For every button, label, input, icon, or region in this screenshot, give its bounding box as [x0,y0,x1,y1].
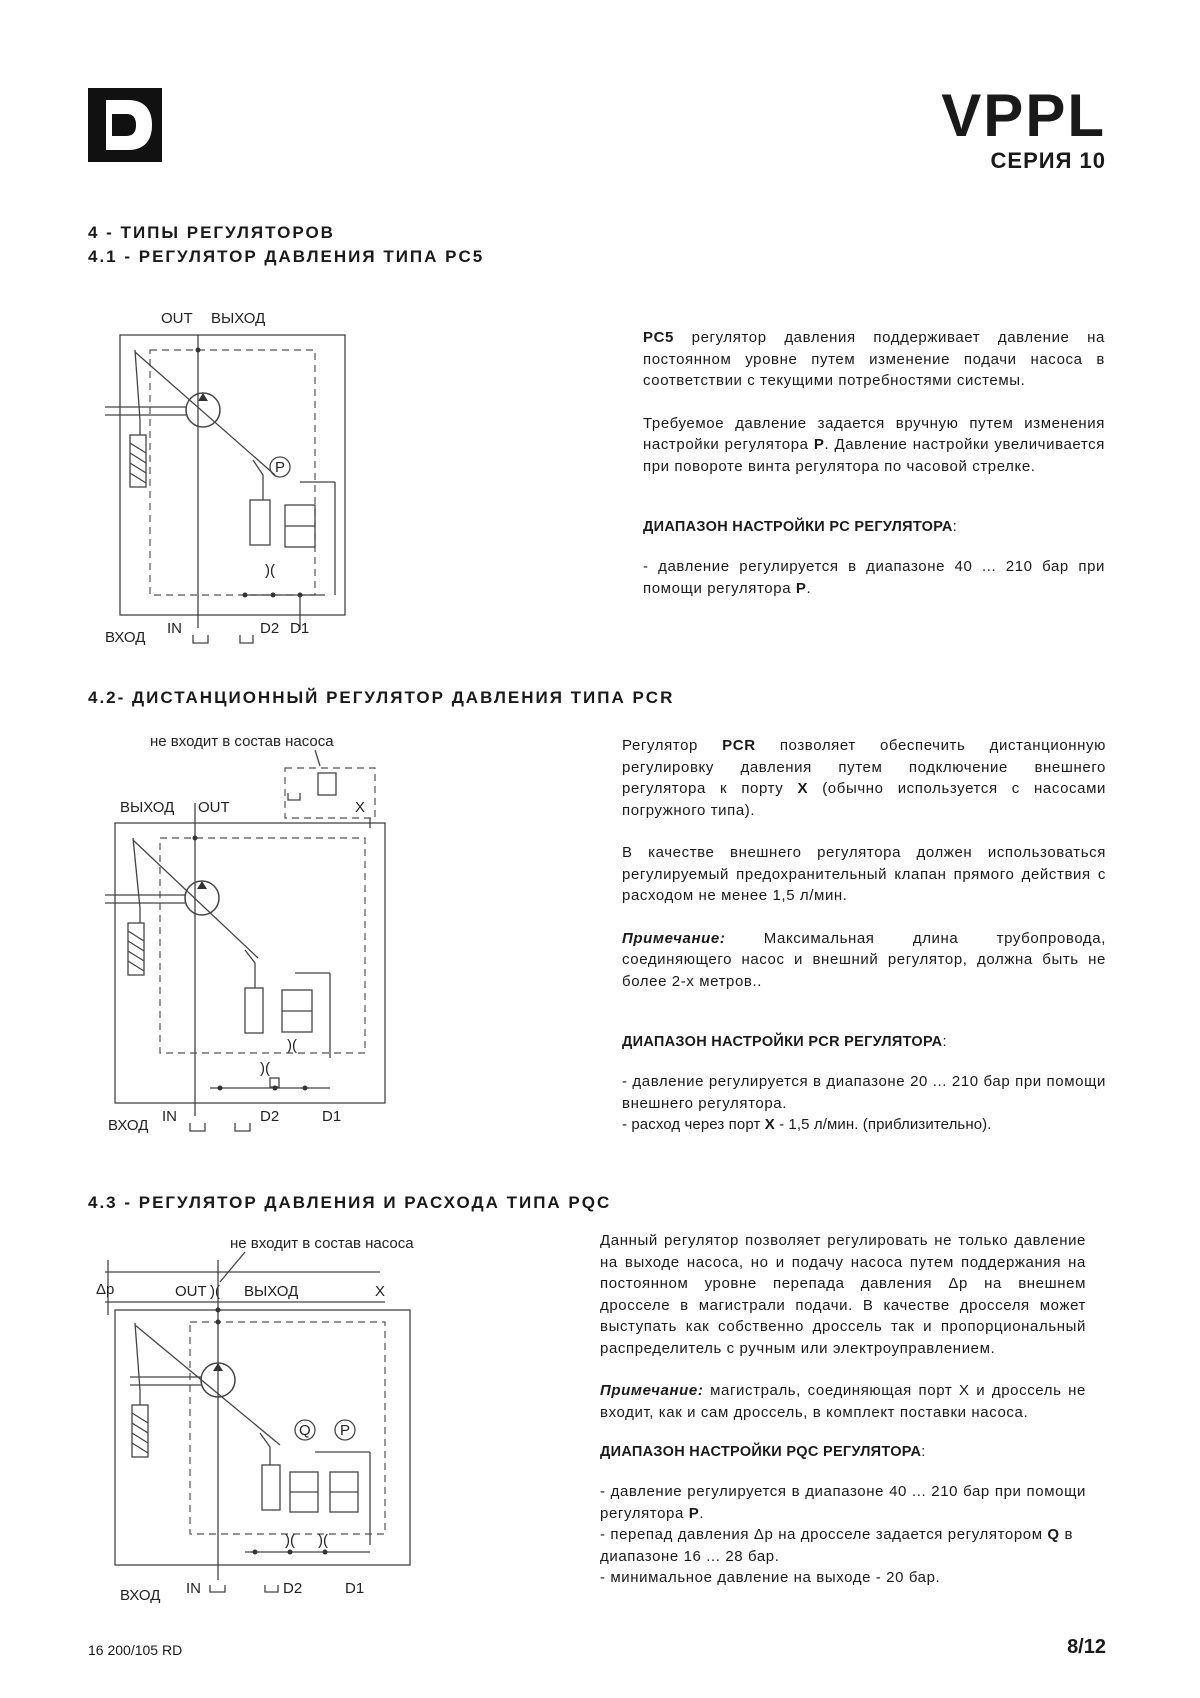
document-code: 16 200/105 RD [88,1642,183,1658]
pqc-in-label: IN [186,1580,201,1597]
pcr-note-label: Примечание: [622,929,726,947]
pc5-paragraph-1 [643,327,1105,392]
svg-text:)(: )( [260,1060,270,1077]
pcr-p1-bold-x: X [797,780,809,797]
d1-label: D1 [290,620,310,637]
pqc-range-title-text: ДИАПАЗОН НАСТРОЙКИ PQC РЕГУЛЯТОРА [600,1444,922,1460]
svg-text:)(: )( [318,1532,328,1549]
pcr-range-title-text: ДИАПАЗОН НАСТРОЙКИ PCR РЕГУЛЯТОРА [622,1034,943,1050]
pqc-p-label: P [340,1422,351,1439]
pc5-p2a-text: Требуемое давление задается вручную путем изменения настройки регулятора [643,414,1105,453]
pcr-p1-bold: PCR [722,737,756,754]
pcr-range-colon: : [942,1034,947,1050]
pc5-p2-bold: P [813,436,825,453]
vyhod-label: ВЫХОД [211,310,266,327]
pqc-out-label: OUT [175,1283,207,1300]
pcr-range-title [622,1034,1106,1050]
pcr-out-label: OUT [198,799,230,816]
pqc-r2b: в диапазоне 16 ... 28 бар. [600,1526,1074,1565]
pqc-range-colon: : [921,1444,926,1460]
in-label: IN [167,620,182,637]
pcr-schematic [100,728,400,1138]
pqc-schematic [90,1230,420,1610]
pcr-paragraph-1 [622,735,1106,821]
pcr-d2-label: D2 [260,1108,280,1125]
pqc-vyhod-label: ВЫХОД [244,1283,299,1300]
pcr-r2a: - расход через порт [622,1116,765,1133]
pqc-r1a: - давление регулируется в диапазоне 40 ... 210 бар при помощи регулятора [600,1483,1086,1522]
pqc-r1b: . [699,1504,705,1522]
svg-text:)(: )( [287,1037,297,1054]
section-4-2-title: 4.2- ДИСТАНЦИОННЫЙ РЕГУЛЯТОР ДАВЛЕНИЯ ТИПА PCR [88,688,675,707]
pqc-range-title [600,1444,1086,1460]
svg-text:)(: )( [265,562,275,579]
pcr-x-label: X [355,799,366,816]
d2-label: D2 [260,620,280,637]
pcr-not-included-label: не входит в состав насоса [150,733,334,750]
pqc-d1-label: D1 [345,1580,365,1597]
pc5-schematic [95,300,365,655]
pc5-r1a: - давление регулируется в диапазоне 40 ... 210 бар при помощи регулятора [643,558,1105,597]
pcr-vhod-label: ВХОД [108,1117,149,1134]
pcr-description [622,735,1106,1136]
section-4-1-title: 4.1 - РЕГУЛЯТОР ДАВЛЕНИЯ ТИПА PC5 [88,247,485,266]
page-number: 8/12 [1067,1636,1106,1658]
pc5-range-title-text: ДИАПАЗОН НАСТРОЙКИ PC РЕГУЛЯТОРА [643,519,953,535]
pc5-p2b-text: . Давление настройки увеличивается при повороте винта регулятора по часовой стрелке. [643,436,1105,475]
out-label: OUT [161,310,193,327]
pqc-description [600,1230,1086,1589]
pcr-p1c: (обычно используется с насосами погружного типа). [622,780,1106,819]
pcr-in-label: IN [162,1108,177,1125]
pc5-range-colon: : [952,519,958,535]
pcr-p1a: Регулятор [622,737,723,754]
pc5-bold-name: PC5 [643,329,674,346]
pcr-d1-label: D1 [322,1108,342,1125]
pqc-not-included-label: не входит в состав насоса [230,1235,414,1252]
pqc-r2-bold: Q [1047,1526,1060,1543]
pqc-range-item-1 [600,1481,1086,1524]
pcr-note [622,928,1106,993]
pcr-vyhod-label: ВЫХОД [120,799,175,816]
pqc-note-label: Примечание: [600,1382,704,1399]
pc5-description [643,327,1105,599]
product-series: СЕРИЯ 10 [990,148,1106,173]
pqc-x-label: X [375,1283,386,1300]
svg-text:)(: )( [285,1532,295,1549]
pcr-r2-bold: X [764,1116,775,1133]
pc5-range-item [643,556,1105,599]
p-label: P [275,459,286,476]
pcr-range-item-2 [622,1114,1106,1136]
pqc-note [600,1380,1086,1423]
pc5-paragraph-2 [643,413,1105,478]
product-title: VPPL [941,82,1106,149]
pqc-d2-label: D2 [283,1580,303,1597]
pcr-p1b: позволяет обеспечить дистанционную регулировку давления путем подключение внешнего регулятора к порту [622,737,1106,797]
brand-block [941,82,1106,174]
pc5-r1b: . [806,579,812,597]
company-logo [88,88,162,162]
section-4-title: 4 - ТИПЫ РЕГУЛЯТОРОВ [88,223,335,242]
pcr-r2b: - 1,5 л/мин. (приблизительно). [774,1116,992,1133]
pqc-paragraph-1: Данный регулятор позволяет регулировать не только давление на выходе насоса, но и подачу насоса путем поддержания на постоянном уровне перепада давления Δp на внешнем дросселе в магистрали подачи. В качестве дросселя может выступать как собственно дроссель так и пропорциональный распределитель с ручным или электроуправлением. [600,1232,1086,1357]
svg-text:)(: )( [210,1283,220,1300]
pqc-q-label: Q [299,1422,311,1439]
vhod-label: ВХОД [105,629,146,646]
pqc-range-item-2 [600,1524,1086,1567]
pqc-dp-label: Δp [96,1281,115,1298]
pqc-vhod-label: ВХОД [120,1587,161,1604]
pqc-r1-bold: P [688,1504,700,1522]
pcr-range-item-1: - давление регулируется в диапазоне 20 ... 210 бар при помощи внешнего регулятора. [622,1073,1106,1112]
section-4-3-title: 4.3 - РЕГУЛЯТОР ДАВЛЕНИЯ И РАСХОДА ТИПА PQC [88,1193,612,1212]
pqc-range-item-3: - минимальное давление на выходе - 20 бар. [600,1569,941,1586]
pqc-r2a: - перепад давления Δp на дросселе задается регулятором [600,1526,1048,1543]
pcr-paragraph-2: В качестве внешнего регулятора должен использоваться регулируемый предохранительный клапан прямого действия с расходом не менее 1,5 л/мин. [622,844,1106,904]
pc5-p1-text: регулятор давления поддерживает давление на постоянном уровне путем изменение подачи насоса в соответствии с текущими потребностями системы. [643,329,1105,389]
pcr-note-text: Максимальная длина трубопровода, соединяющего насос и внешний регулятор, должна быть не более 2-х метров.. [622,929,1106,990]
pc5-range-title [643,519,1105,535]
pqc-note-text: магистраль, соединяющая порт X и дроссель не входит, как и сам дроссель, в комплект поставки насоса. [600,1382,1086,1421]
pc5-r1-bold: P [795,579,807,597]
